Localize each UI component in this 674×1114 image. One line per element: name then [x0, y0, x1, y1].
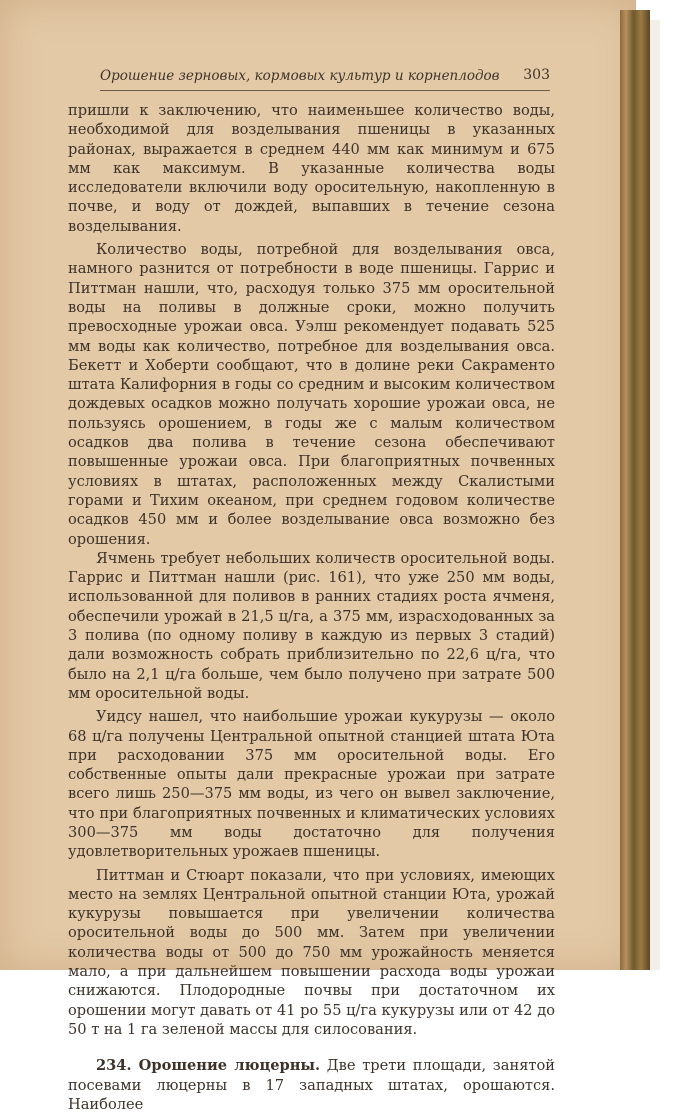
- paragraph: Уидсу нашел, что наибольшие урожаи кукурузы — около 68 ц/га получены Центральной опытной станцией штата Юта при расходовании 375 мм оросительной воды. Его собственные опыты дали прекрасные урожаи при затрате всего лишь 250—375 мм воды, из чего он вывел заключение, что при благоприятных почвенных и климатических условиях 300—375 мм воды достаточно для получения удовлетворительных урожаев пшеницы.: [68, 708, 555, 861]
- section-paragraph: [68, 1056, 555, 1114]
- book-spine: [620, 10, 650, 970]
- body-text: [68, 101, 555, 1114]
- section-text: Две трети площади, занятой посевами люцерны в 17 западных штатах, орошаются. Наиболее: [68, 1057, 555, 1113]
- section-title: 234. Орошение люцерны.: [96, 1057, 321, 1075]
- running-header: [100, 66, 550, 91]
- page-edge: [650, 20, 660, 970]
- running-header-title: Орошение зерновых, кормовых культур и корнеплодов: [100, 68, 500, 84]
- paragraph: Количество воды, потребной для возделывания овса, намного разнится от потребности в воде пшеницы. Гаррис и Питтман нашли, что, расходуя только 375 мм оросительной воды на поливы в должные сроки, можно получить превосходные урожаи овса. Уэлш рекомендует подавать 525 мм воды как количество, потребное для возделывания овса. Бекетт и Хоберти сообщают, что в долине реки Сакраменто штата Калифорния в годы со средним и высоким количеством дождевых осадков можно получать хорошие урожаи овса, не пользуясь орошением, в годы же с малым количеством осадков два полива в течение сезона обеспечивают повышенные урожаи овса. При благоприятных почвенных условиях в штатах, расположенных между Скалистыми горами и Тихим океаном, при среднем годовом количестве осадков 450 мм и более возделывание овса возможно без орошения.: [68, 241, 555, 548]
- paragraph: пришли к заключению, что наименьшее количество воды, необходимой для возделывания пшеницы в указанных районах, выражается в среднем 440 мм как минимум и 675 мм как максимум. В указанные количества воды исследователи включили воду оросительную, накопленную в почве, и воду от дождей, выпавших в течение сезона возделывания.: [68, 102, 555, 235]
- page-number: 303: [523, 67, 550, 83]
- paragraph: Питтман и Стюарт показали, что при условиях, имеющих место на землях Центральной опытной станции Юта, урожай кукурузы повышается при увеличении количества оросительной воды до 500 мм. Затем при увеличении количества воды от 500 до 750 мм урожайность меняется мало, а при дальнейшем повышении расхода воды урожаи снижаются. Плодородные почвы при достаточном их орошении могут давать от 41 ро 55 ц/га кукурузы или от 42 до 50 т на 1 га зеленой массы для силосования.: [68, 866, 555, 1038]
- paragraph: Ячмень требует небольших количеств оросительной воды. Гаррис и Питтман нашли (рис. 161), что уже 250 мм воды, использованной для поливов в ранних стадиях роста ячменя, обеспечили урожай в 21,5 ц/га, а 375 мм, израсходованных за 3 полива (по одному поливу в каждую из первых 3 стадий) дали возможность собрать приблизительно по 22,6 ц/га, что было на 2,1 ц/га больше, чем было получено при затрате 500 мм оросительной воды.: [68, 549, 555, 702]
